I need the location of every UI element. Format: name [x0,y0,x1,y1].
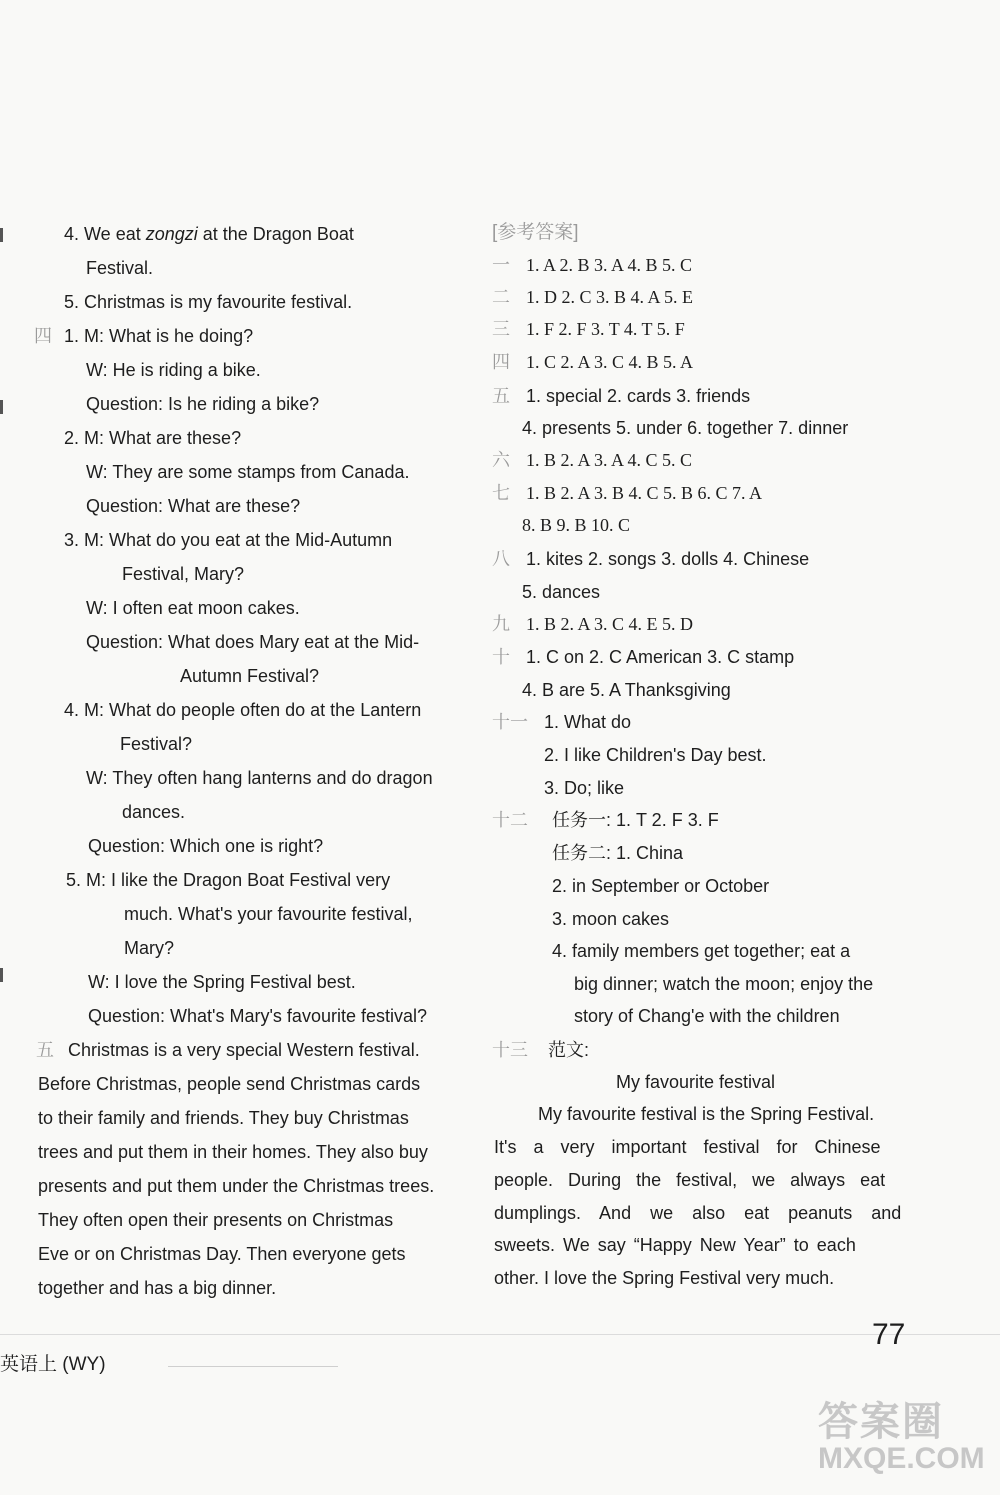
answer-row: story of Chang'e with the children [574,1006,840,1026]
s4-line: 1. M: What is he doing? [64,326,254,346]
answer-row: 十一 1. What do [492,712,632,732]
s5-line: together and has a big dinner. [38,1278,277,1298]
s5-number: 五 [36,1040,54,1060]
answer-row: 8. B 9. B 10. C [522,515,631,535]
s3-item-4-cont: Festival. [86,258,154,278]
answer-row [492,1039,589,1061]
answer-row: 七 1. B 2. A 3. B 4. C 5. B 6. C 7. A [492,483,763,503]
answer-row: 二 1. D 2. C 3. B 4. A 5. E [492,287,694,307]
answer-row: 2. I like Children's Day best. [544,745,767,765]
s4-line: Mary? [124,938,175,958]
section-number: 十二 [492,810,528,830]
s4-line: W: They often hang lanterns and do dragon [86,768,433,788]
s5-line: to their family and friends. They buy Christmas [38,1108,409,1128]
s4-line: 2. M: What are these? [64,428,242,448]
answer-row: 十 1. C on 2. C American 3. C stamp [492,647,795,667]
scan-edge-mark [0,228,3,242]
s5-line: presents and put them under the Christmas trees. [38,1176,435,1196]
footer-divider [0,1334,1000,1335]
essay-title: My favourite festival [616,1072,776,1092]
s4-line: W: He is riding a bike. [86,360,261,380]
answer-row: 3. Do; like [544,778,625,798]
s4-line: Question: What's Mary's favourite festival? [88,1006,428,1026]
essay-line: other. I love the Spring Festival very much. [494,1268,835,1288]
book-label: 英语上 (WY) [0,1354,106,1375]
answer-row: 4. presents 5. under 6. together 7. dinner [522,418,849,438]
watermark-site: MXQE.COM [818,1442,985,1475]
s3-item-4: 4. We eat zongzi at the Dragon Boat [64,224,354,244]
s3-item-5: 5. Christmas is my favourite festival. [64,292,353,312]
page-number: 77 [872,1318,906,1351]
footer-rule [168,1366,338,1367]
s4-line: W: I often eat moon cakes. [86,598,300,618]
watermark-logo: 答案圈 [818,1400,944,1444]
section-number: 六 [492,450,510,470]
section-number: 二 [492,287,510,307]
essay-line: sweets. We say “Happy New Year” to each [494,1235,856,1255]
section-number: 十三 [492,1040,528,1060]
answer-row: 八 1. kites 2. songs 3. dolls 4. Chinese [492,549,810,569]
answer-row: 4. B are 5. A Thanksgiving [522,680,731,700]
s5-line: Before Christmas, people send Christmas cards [38,1074,421,1094]
s4-line: Festival, Mary? [122,564,245,584]
s4-line: dances. [122,802,186,822]
s4-line: Festival? [120,734,193,754]
section-number: 三 [492,319,510,339]
s4-line: 3. M: What do you eat at the Mid-Autumn [64,530,393,550]
answer-row: 2. in September or October [552,876,770,896]
s4-line: Question: What are these? [86,496,301,516]
s5-line: Eve or on Christmas Day. Then everyone gets [38,1244,406,1264]
scan-edge-mark [0,400,3,414]
s4-line: 5. M: I like the Dragon Boat Festival very [66,870,391,890]
answer-row: 十二 任务一: 1. T 2. F 3. F [492,810,719,830]
answer-row: 六 1. B 2. A 3. A 4. C 5. C [492,450,693,470]
answer-row: 五 1. special 2. cards 3. friends [492,386,751,406]
s4-line: W: I love the Spring Festival best. [88,972,356,992]
answer-row: 四 1. C 2. A 3. C 4. B 5. A [492,352,694,372]
answer-row: 3. moon cakes [552,909,670,929]
answer-key-header: [参考答案] [492,222,579,243]
section-number: 十一 [492,712,528,732]
s4-line: much. What's your favourite festival, [124,904,413,924]
section-number: 九 [492,614,510,634]
section-number: 四 [492,352,510,372]
answer-row: 任务二: 1. China [552,843,684,863]
s4-line: 4. M: What do people often do at the Lantern [64,700,422,720]
scan-edge-mark [0,968,3,982]
s4-line: W: They are some stamps from Canada. [86,462,410,482]
s4-line: Question: Which one is right? [88,836,324,856]
model-essay-label: 范文: [548,1040,590,1060]
answer-row: 一 1. A 2. B 3. A 4. B 5. C [492,255,693,275]
s4-number: 四 [34,326,52,346]
section-number: 一 [492,255,510,275]
section-number: 十 [492,647,510,667]
answer-row: big dinner; watch the moon; enjoy the [574,974,874,994]
s4-line: Autumn Festival? [180,666,320,686]
s5-line: They often open their presents on Christmas [38,1210,394,1230]
essay-line: people. During the festival, we always eat [494,1170,886,1190]
s5-line: trees and put them in their homes. They also buy [38,1142,428,1162]
section-number: 八 [492,549,510,569]
answer-row: 三 1. F 2. F 3. T 4. T 5. F [492,319,685,339]
section-number: 五 [492,386,510,406]
s4-line: Question: What does Mary eat at the Mid- [86,632,420,652]
answer-row: 九 1. B 2. A 3. C 4. E 5. D [492,614,694,634]
s5-line: Christmas is a very special Western festival. [68,1040,420,1060]
essay-line: It's a very important festival for Chinese [494,1137,881,1157]
essay-line: dumplings. And we also eat peanuts and [494,1203,902,1223]
essay-line: My favourite festival is the Spring Festival. [538,1104,875,1124]
s4-line: Question: Is he riding a bike? [86,394,320,414]
answer-row: 4. family members get together; eat a [552,941,851,961]
answer-row: 5. dances [522,582,601,602]
section-number: 七 [492,483,510,503]
